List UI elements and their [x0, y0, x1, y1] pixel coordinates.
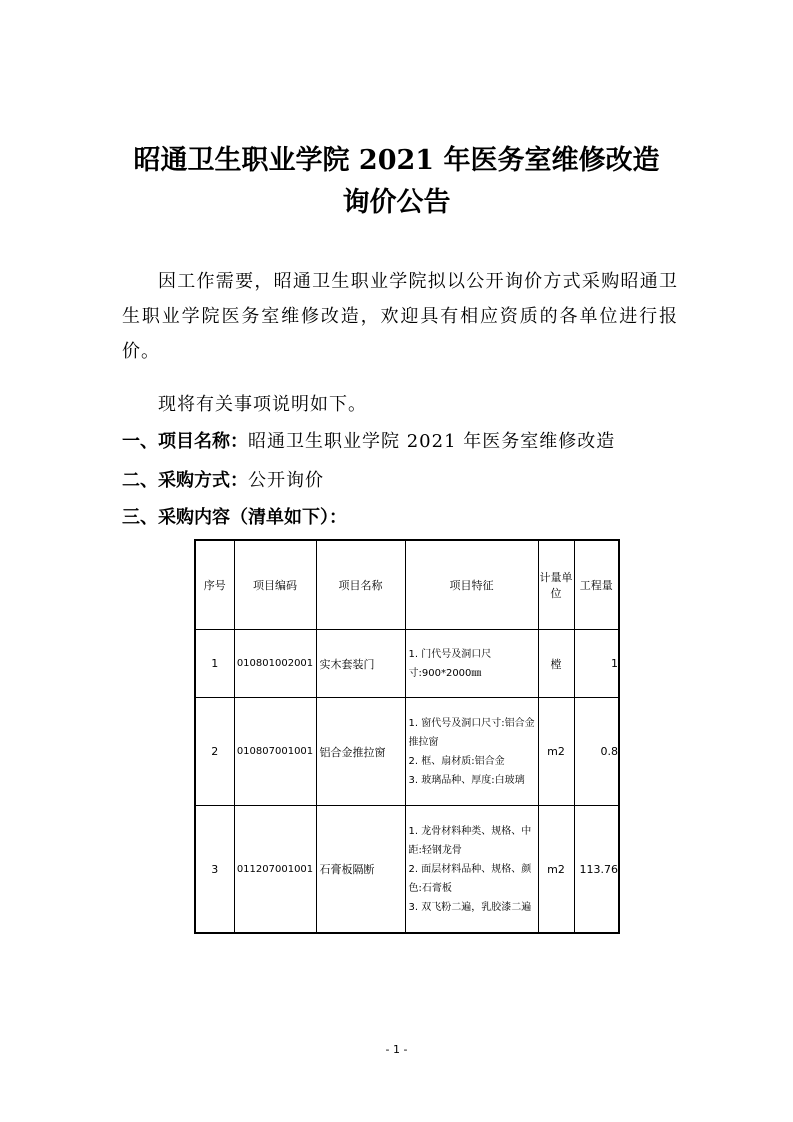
section-heading: 三、采购内容（清单如下）： [122, 507, 347, 528]
page-number: - 1 - [385, 1043, 408, 1056]
table-row [195, 806, 619, 934]
header-unit: 计量单位 [538, 540, 574, 630]
cell-seq: 1 [195, 630, 234, 698]
cell-name: 铝合金推拉窗 [316, 698, 405, 806]
section-value: 公开询价 [248, 470, 324, 491]
section-heading: 二、采购方式： [122, 470, 248, 491]
cell-quantity: 1 [574, 630, 619, 698]
section-project-name [122, 427, 615, 457]
header-name: 项目名称 [316, 540, 405, 630]
section-purchase-content [122, 503, 347, 533]
page-title-line2: 询价公告 [342, 187, 451, 218]
intro-paragraph-2: 现将有关事项说明如下。 [158, 394, 367, 415]
section-heading: 一、项目名称： [122, 431, 248, 452]
intro-paragraph: 因工作需要，昭通卫生职业学院拟以公开询价方式采购昭通卫生职业学院医务室维修改造，欢迎具有相应资质的各单位进行报价。 [122, 271, 678, 362]
cell-quantity: 0.8 [574, 698, 619, 806]
header-seq: 序号 [195, 540, 234, 630]
cell-unit: m2 [538, 806, 574, 934]
header-code: 项目编码 [234, 540, 316, 630]
cell-seq: 2 [195, 698, 234, 806]
cell-features: 1. 窗代号及洞口尺寸:铝合金推拉窗 2. 框、扇材质:铝合金 3. 玻璃品种、厚度:白玻璃 [405, 698, 538, 806]
section-purchase-method [122, 466, 324, 496]
procurement-table [194, 539, 620, 934]
cell-code: 010807001001 [234, 698, 316, 806]
table-header-row [195, 540, 619, 630]
page-title: 昭通卫生职业学院 2021 年医务室维修改造 [133, 145, 660, 176]
header-features: 项目特征 [405, 540, 538, 630]
cell-code: 010801002001 [234, 630, 316, 698]
table-row [195, 698, 619, 806]
cell-seq: 3 [195, 806, 234, 934]
cell-unit: m2 [538, 698, 574, 806]
cell-features: 1. 龙骨材料种类、规格、中距:轻钢龙骨 2. 面层材料品种、规格、颜色:石膏板 3. 双飞粉二遍，乳胶漆二遍 [405, 806, 538, 934]
cell-name: 石膏板隔断 [316, 806, 405, 934]
table-row [195, 630, 619, 698]
cell-name: 实木套装门 [316, 630, 405, 698]
cell-unit: 樘 [538, 630, 574, 698]
section-value: 昭通卫生职业学院 2021 年医务室维修改造 [248, 431, 616, 452]
cell-features: 1. 门代号及洞口尺寸:900*2000㎜ [405, 630, 538, 698]
header-quantity: 工程量 [574, 540, 619, 630]
cell-code: 011207001001 [234, 806, 316, 934]
cell-quantity: 113.76 [574, 806, 619, 934]
